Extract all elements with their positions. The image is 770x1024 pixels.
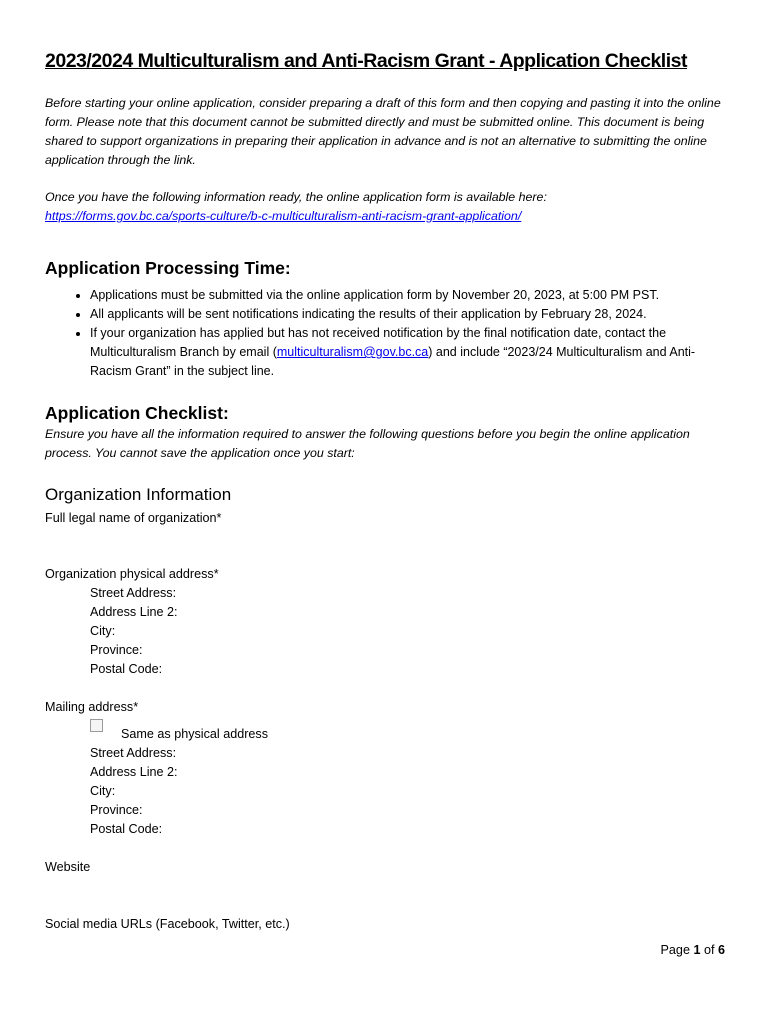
street-address-label: Street Address: [90, 586, 177, 600]
mailing-address-label: Mailing address* [45, 700, 139, 714]
bullet3-text-end: ) and include “2023/24 Multiculturalism and Anti-Racism Grant” in the subject line. [90, 345, 696, 378]
document-title: 2023/2024 Multiculturalism and Anti-Racism Grant - Application Checklist [45, 50, 687, 72]
email-link[interactable]: multiculturalism@gov.bc.ca [276, 345, 429, 359]
document-page [45, 48, 735, 934]
intro-paragraph: Before starting your online application, consider preparing a draft of this form and then copying and pasting it into the online form. Please note that this document cannot be submitted directly and must be submitted online. This document is being shared to support organizations in preparing their application in advance and is not an alternative to submitting the online application through the link. [45, 96, 721, 167]
checklist-heading: Application Checklist: [45, 403, 229, 423]
province-label: Province: [90, 643, 143, 657]
legal-name-label: Full legal name of organization* [45, 511, 222, 525]
form-availability-paragraph [45, 188, 735, 226]
website-label: Website [45, 860, 91, 874]
same-as-physical-checkbox[interactable] [90, 719, 103, 732]
city-label: City: [90, 624, 116, 638]
ready-text: Once you have the following information ready, the online application form is available here: [45, 190, 547, 204]
address-line2-label: Address Line 2: [90, 765, 178, 779]
application-form-link[interactable]: https://forms.gov.bc.ca/sports-culture/b-c-multiculturalism-anti-racism-grant-application/ [45, 209, 522, 223]
list-item: • Applications must be submitted via the online application form by November 20, 2023, at 5:00 PM PST. [90, 286, 735, 305]
same-as-physical-label: Same as physical address [121, 727, 268, 741]
street-address-label: Street Address: [90, 746, 177, 760]
postal-code-label: Postal Code: [90, 822, 163, 836]
postal-code-label: Postal Code: [90, 662, 163, 676]
page-word: Page [660, 943, 690, 957]
same-as-physical-option[interactable] [45, 721, 735, 744]
bullet3-text-start: If your organization has applied but has not received notification by the final notification date, contact the Multiculturalism Branch by email ( [90, 326, 667, 359]
list-item [90, 324, 735, 381]
processing-time-list [45, 286, 735, 381]
physical-address-fields [45, 584, 735, 679]
checklist-intro: Ensure you have all the information required to answer the following questions before you begin the online application process. You cannot save the application once you start: [45, 427, 690, 460]
social-media-label: Social media URLs (Facebook, Twitter, etc.) [45, 917, 290, 931]
physical-address-label: Organization physical address* [45, 567, 219, 581]
current-page-number: 1 [693, 943, 701, 957]
total-pages-number: 6 [717, 943, 725, 957]
list-item: • All applicants will be sent notifications indicating the results of their application by February 28, 2024. [90, 305, 735, 324]
page-footer [661, 943, 725, 957]
city-label: City: [90, 784, 116, 798]
organization-information-heading: Organization Information [45, 485, 232, 504]
processing-time-heading: Application Processing Time: [45, 258, 291, 278]
province-label: Province: [90, 803, 143, 817]
of-word: of [703, 943, 715, 957]
mailing-address-fields [45, 744, 735, 839]
address-line2-label: Address Line 2: [90, 605, 178, 619]
